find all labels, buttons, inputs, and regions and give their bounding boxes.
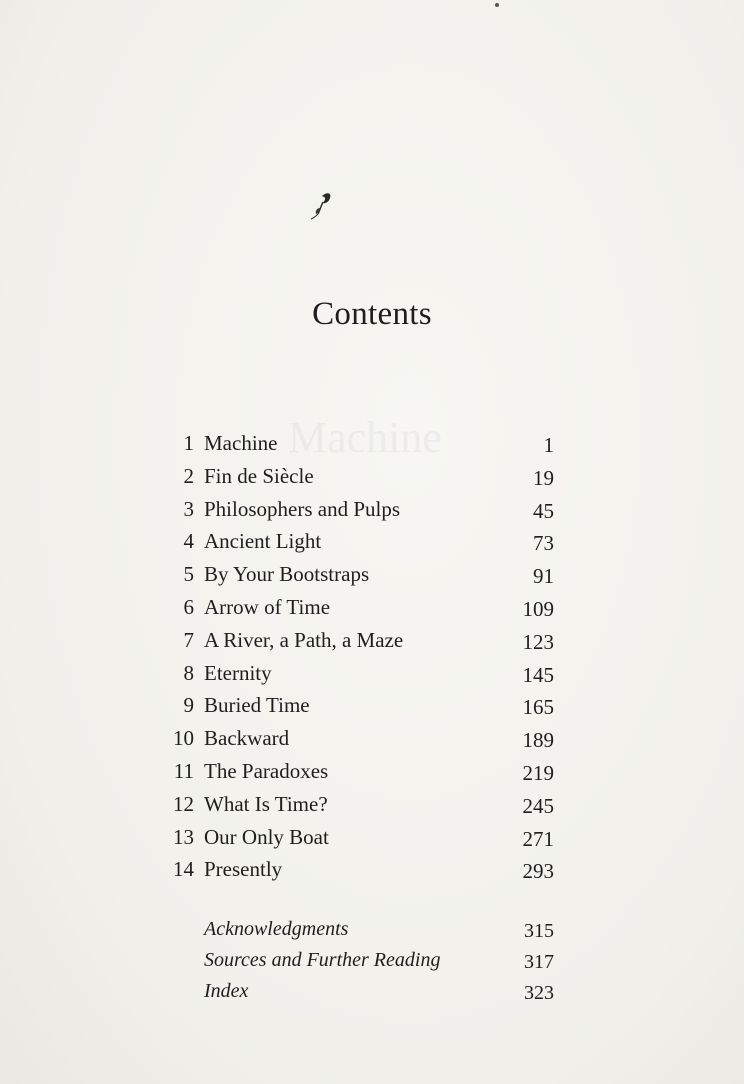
- backmatter-row[interactable]: [170, 914, 554, 945]
- toc-row[interactable]: [170, 558, 554, 591]
- chapter-number: 4: [183, 529, 194, 554]
- chapter-number: 1: [183, 431, 194, 455]
- toc-row[interactable]: [170, 493, 554, 526]
- chapter-title: Eternity: [204, 660, 272, 685]
- chapter-number: 7: [183, 627, 194, 652]
- toc-row[interactable]: [170, 525, 554, 558]
- chapter-title: Buried Time: [204, 693, 310, 718]
- chapter-page: 45: [533, 498, 554, 523]
- chapter-page: 91: [533, 564, 554, 589]
- chapter-number: 5: [183, 562, 194, 587]
- backmatter-list: [170, 914, 554, 1007]
- toc-row[interactable]: [170, 722, 554, 755]
- toc-row[interactable]: [170, 821, 554, 854]
- toc-row[interactable]: [170, 755, 554, 788]
- backmatter-title: Acknowledgments: [204, 918, 349, 940]
- chapter-page: 109: [522, 596, 554, 621]
- chapter-page: 145: [522, 662, 554, 687]
- chapter-number: 2: [183, 463, 194, 488]
- chapter-number: 3: [183, 496, 194, 521]
- chapter-number: 14: [173, 857, 194, 882]
- chapter-number: 9: [183, 693, 194, 718]
- toc-row[interactable]: [170, 427, 554, 460]
- chapter-title: Arrow of Time: [204, 594, 331, 619]
- chapter-page: 219: [522, 760, 554, 785]
- chapter-title: What Is Time?: [204, 791, 328, 816]
- chapter-title: Ancient Light: [204, 529, 322, 554]
- chapter-title: Fin de Siècle: [204, 463, 314, 488]
- chapter-page: 165: [522, 695, 554, 720]
- chapter-page: 73: [533, 531, 554, 556]
- backmatter-title: Index: [204, 980, 249, 1002]
- backmatter-row[interactable]: [170, 945, 554, 976]
- ink-speck: [495, 3, 499, 7]
- chapter-title: Presently: [204, 857, 283, 882]
- toc-row[interactable]: [170, 624, 554, 657]
- chapter-number: 10: [173, 726, 194, 751]
- chapter-page: 123: [522, 629, 554, 654]
- toc-row[interactable]: [170, 460, 554, 493]
- backmatter-title: Sources and Further Reading: [204, 949, 441, 971]
- chapter-page: 189: [522, 728, 554, 753]
- chapter-title: A River, a Path, a Maze: [204, 627, 404, 652]
- chapter-number: 6: [183, 594, 194, 619]
- backmatter-page: 323: [524, 982, 554, 1004]
- chapter-number: 13: [173, 824, 194, 849]
- show-through-text: Machine: [288, 413, 442, 462]
- chapter-page: 1: [543, 433, 554, 457]
- toc-row[interactable]: [170, 689, 554, 722]
- backmatter-row[interactable]: [170, 976, 554, 1007]
- chapter-number: 8: [183, 660, 194, 685]
- chapter-page: 271: [522, 826, 554, 851]
- chapter-title: The Paradoxes: [204, 758, 329, 783]
- toc-row[interactable]: [170, 853, 554, 886]
- chapter-list: [170, 427, 554, 886]
- chapter-number: 12: [173, 791, 194, 816]
- chapter-page: 245: [522, 793, 554, 818]
- toc-row[interactable]: [170, 591, 554, 624]
- chapter-page: 19: [533, 465, 554, 490]
- chapter-title: By Your Bootstraps: [204, 562, 370, 587]
- toc-row[interactable]: [170, 788, 554, 821]
- chapter-number: 11: [173, 758, 194, 783]
- chapter-title: Machine: [204, 431, 278, 455]
- backmatter-page: 315: [524, 920, 554, 942]
- backmatter-page: 317: [524, 951, 554, 973]
- toc-row[interactable]: [170, 657, 554, 690]
- chapter-page: 293: [522, 859, 554, 884]
- chapter-title: Philosophers and Pulps: [204, 496, 401, 521]
- page-title: Contents: [312, 296, 432, 332]
- chapter-title: Our Only Boat: [204, 824, 329, 849]
- chapter-title: Backward: [204, 726, 290, 751]
- leaf-ornament-icon: [308, 188, 338, 226]
